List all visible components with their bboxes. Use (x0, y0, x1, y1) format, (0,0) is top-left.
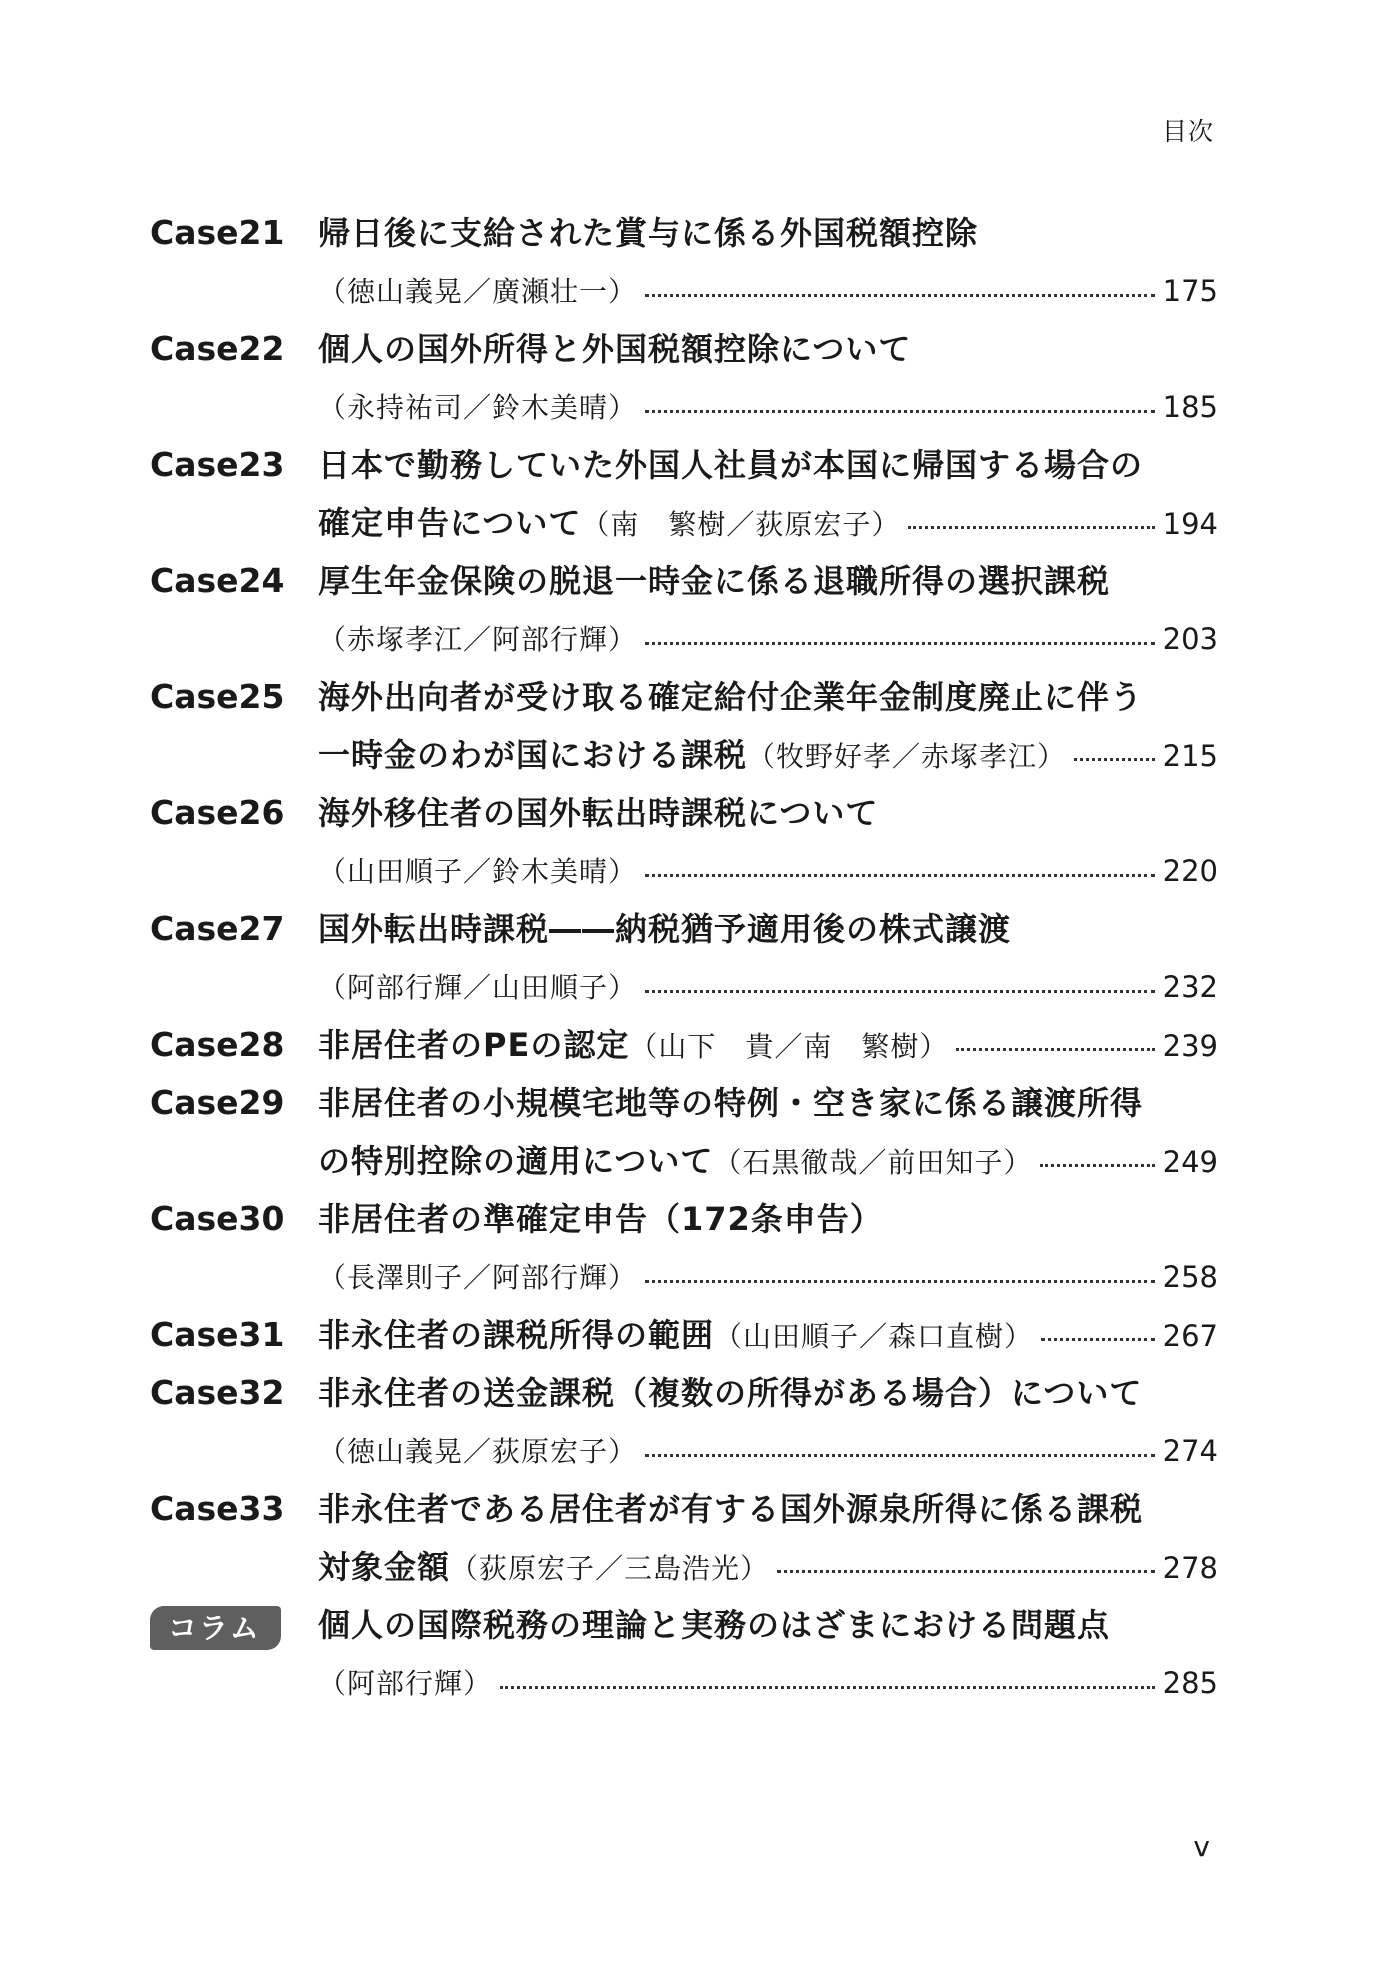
entry-page-number: 274 (1162, 1434, 1218, 1468)
toc-author-line (150, 1306, 1218, 1364)
entry-title: 非居住者の準確定申告（172条申告） (318, 1200, 883, 1238)
toc-entry[interactable] (150, 1306, 1218, 1364)
dot-leader (956, 1048, 1154, 1051)
entry-page-number: 249 (1162, 1145, 1218, 1179)
toc-entry[interactable] (150, 668, 1218, 784)
case-label: Case27 (150, 909, 285, 948)
entry-authors: （山下 貴／南 繁樹） (629, 1030, 949, 1063)
entry-authors: （山田順子／鈴木美晴） (318, 855, 638, 888)
toc-author-line (150, 1132, 1218, 1190)
case-label: Case22 (150, 329, 285, 368)
entry-title: 非居住者のPEの認定 (318, 1026, 630, 1064)
entry-authors: （山田順子／森口直樹） (714, 1320, 1034, 1353)
entry-authors: （石黒徹哉／前田知子） (713, 1146, 1033, 1179)
entry-title: 厚生年金保険の脱退一時金に係る退職所得の選択課税 (318, 562, 1111, 600)
toc-title-line (150, 1364, 1218, 1422)
toc-author-line (150, 842, 1218, 900)
dot-leader (645, 294, 1155, 297)
case-label: Case28 (150, 1025, 285, 1064)
case-label: Case25 (150, 677, 285, 716)
dot-leader (645, 410, 1155, 413)
toc-author-line (150, 1538, 1218, 1596)
toc-author-line (150, 494, 1218, 552)
entry-authors: （永持祐司／鈴木美晴） (318, 391, 638, 424)
case-label: Case26 (150, 793, 285, 832)
toc-author-line (150, 610, 1218, 668)
dot-leader (645, 642, 1155, 645)
toc-entry[interactable] (150, 784, 1218, 900)
entry-authors: （荻原宏子／三島浩光） (450, 1552, 770, 1585)
toc-entry[interactable] (150, 204, 1218, 320)
entry-page-number: 203 (1162, 622, 1218, 656)
entry-title: 非永住者である居住者が有する国外源泉所得に係る課税 (318, 1490, 1144, 1528)
entry-title: 日本で勤務していた外国人社員が本国に帰国する場合の (318, 446, 1144, 484)
entry-page-number: 232 (1162, 970, 1218, 1004)
entry-title: 海外出向者が受け取る確定給付企業年金制度廃止に伴う (318, 678, 1144, 716)
entry-title: 一時金のわが国における課税 (318, 736, 748, 774)
entry-title: 帰日後に支給された賞与に係る外国税額控除 (318, 214, 979, 252)
entry-authors: （徳山義晃／廣瀬壮一） (318, 275, 638, 308)
entry-title: 確定申告について (318, 504, 582, 542)
toc-author-line (150, 958, 1218, 1016)
column-entry[interactable] (150, 1596, 1218, 1712)
case-label: Case32 (150, 1373, 285, 1412)
case-label: Case30 (150, 1199, 285, 1238)
toc-title-line (150, 784, 1218, 842)
entry-authors: （赤塚孝江／阿部行輝） (318, 623, 638, 656)
entry-title: の特別控除の適用について (318, 1142, 714, 1180)
entry-page-number: 215 (1162, 739, 1218, 773)
entry-authors: （徳山義晃／荻原宏子） (318, 1435, 638, 1468)
entry-authors: （牧野好孝／赤塚孝江） (747, 740, 1067, 773)
case-label: Case29 (150, 1083, 285, 1122)
dot-leader (645, 874, 1155, 877)
dot-leader (777, 1570, 1155, 1573)
toc-entry[interactable] (150, 1480, 1218, 1596)
entry-title: 非居住者の小規模宅地等の特例・空き家に係る譲渡所得 (318, 1084, 1144, 1122)
entry-title: 国外転出時課税――納税猶予適用後の株式譲渡 (318, 910, 1012, 948)
dot-leader (645, 1454, 1155, 1457)
entry-title: 非永住者の送金課税（複数の所得がある場合）について (318, 1374, 1143, 1412)
toc-entry[interactable] (150, 900, 1218, 1016)
toc-entry[interactable] (150, 552, 1218, 668)
toc-author-line (150, 726, 1218, 784)
entry-authors: （阿部行輝／山田順子） (318, 971, 638, 1004)
column-badge-wrap (150, 1604, 318, 1648)
entry-page-number: 175 (1162, 274, 1218, 308)
entry-page-number: 258 (1162, 1260, 1218, 1294)
dot-leader (1040, 1164, 1154, 1167)
column-badge: コラム (150, 1606, 281, 1650)
toc-entry[interactable] (150, 436, 1218, 552)
entry-page-number: 194 (1162, 507, 1218, 541)
dot-leader (908, 526, 1154, 529)
toc-title-line (150, 204, 1218, 262)
entry-authors: （南 繁樹／荻原宏子） (581, 508, 901, 541)
toc-title-line (150, 552, 1218, 610)
running-head: 目次 (1161, 117, 1214, 146)
entry-title: 個人の国外所得と外国税額控除について (318, 330, 912, 368)
toc-title-line (150, 1074, 1218, 1132)
case-label: Case24 (150, 561, 285, 600)
toc-title-line (150, 320, 1218, 378)
entry-title: 個人の国際税務の理論と実務のはざまにおける問題点 (318, 1606, 1111, 1644)
case-label: Case33 (150, 1489, 285, 1528)
toc-entry[interactable] (150, 1190, 1218, 1306)
entry-page-number: 185 (1162, 390, 1218, 424)
toc-title-line (150, 668, 1218, 726)
entry-authors: （阿部行輝） (318, 1667, 493, 1700)
toc-author-line (150, 1654, 1218, 1712)
toc-title-line (150, 436, 1218, 494)
page-number: v (1193, 1830, 1210, 1863)
entry-page-number: 239 (1162, 1029, 1218, 1063)
toc-title-line (150, 900, 1218, 958)
toc-title-line (150, 1596, 1218, 1654)
entry-title: 対象金額 (318, 1548, 451, 1586)
dot-leader (500, 1686, 1155, 1689)
toc-entry[interactable] (150, 1364, 1218, 1480)
entry-title: 海外移住者の国外転出時課税について (318, 794, 879, 832)
toc-title-line (150, 1190, 1218, 1248)
dot-leader (1074, 758, 1155, 761)
entry-page-number: 267 (1162, 1319, 1218, 1353)
dot-leader (645, 1280, 1155, 1283)
entry-page-number: 285 (1162, 1666, 1218, 1700)
dot-leader (645, 990, 1155, 993)
toc-author-line (150, 1016, 1218, 1074)
table-of-contents (150, 204, 1218, 1712)
toc-author-line (150, 262, 1218, 320)
toc-author-line (150, 1248, 1218, 1306)
toc-entry[interactable] (150, 1016, 1218, 1074)
case-label: Case21 (150, 213, 285, 252)
dot-leader (1041, 1338, 1155, 1341)
toc-author-line (150, 1422, 1218, 1480)
case-label: Case31 (150, 1315, 285, 1354)
toc-author-line (150, 378, 1218, 436)
toc-entry[interactable] (150, 1074, 1218, 1190)
toc-title-line (150, 1480, 1218, 1538)
entry-page-number: 278 (1162, 1551, 1218, 1585)
case-label: Case23 (150, 445, 285, 484)
entry-page-number: 220 (1162, 854, 1218, 888)
entry-authors: （長澤則子／阿部行輝） (318, 1261, 638, 1294)
entry-title: 非永住者の課税所得の範囲 (318, 1316, 715, 1354)
toc-entry[interactable] (150, 320, 1218, 436)
